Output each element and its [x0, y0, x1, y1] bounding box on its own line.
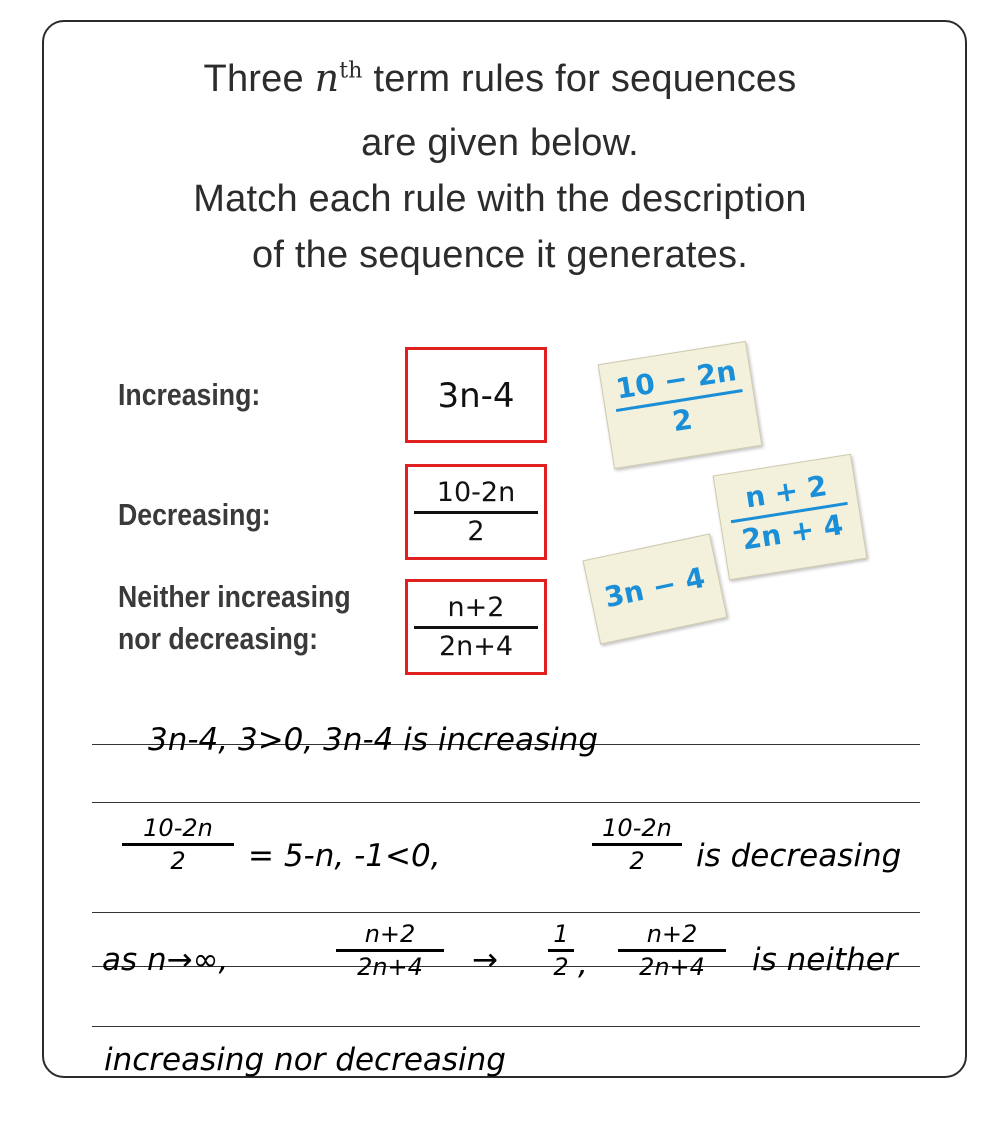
working-line3-pre: as n→∞,: [102, 942, 229, 978]
label-neither-line1: Neither increasing: [118, 579, 351, 614]
label-increasing: Increasing:: [118, 377, 261, 412]
answer-box-neither[interactable]: [405, 579, 547, 675]
question-line-4: of the sequence it generates.: [252, 234, 748, 276]
card-3n-minus-4[interactable]: 3n − 4: [582, 533, 727, 644]
answer-box-decreasing[interactable]: [405, 464, 547, 560]
answer-box-increasing[interactable]: [405, 347, 547, 443]
card-n-plus-2-over-2n-plus-4[interactable]: n + 2 2n + 4: [713, 454, 868, 581]
label-neither-line2: nor decreasing:: [118, 621, 319, 656]
ruled-line-3: [92, 912, 920, 913]
answer-neither: n+2 2n+4: [408, 592, 544, 663]
working-line3-half: 1 2: [548, 920, 574, 981]
question-line-1: Three $n^{th}$ term rules for sequences: [203, 56, 797, 100]
working-line2-mid: = 5-n, -1<0,: [248, 838, 441, 874]
working-line3-frac2: n+2 2n+4: [618, 920, 726, 981]
question-line-2: are given below.: [361, 122, 639, 164]
working-line2-tail: is decreasing: [696, 838, 902, 874]
working-line3-frac1: n+2 2n+4: [336, 920, 444, 981]
question-line-3: Match each rule with the description: [193, 178, 807, 220]
card-10-minus-2n-over-2[interactable]: 10 − 2n 2: [598, 341, 763, 469]
working-line3-comma: ,: [578, 946, 588, 982]
working-line3-tail: is neither: [752, 942, 898, 978]
working-line2-frac1: 10-2n 2: [122, 814, 234, 875]
answer-increasing: 3n-4: [437, 376, 515, 416]
working-line2-frac2: 10-2n 2: [592, 814, 682, 875]
ruled-line-5: [92, 1026, 920, 1027]
ruled-line-2: [92, 802, 920, 803]
working-line3-arrow: →: [472, 942, 498, 978]
working-line-4: increasing nor decreasing: [104, 1042, 506, 1078]
label-decreasing: Decreasing:: [118, 497, 271, 532]
working-line-1: 3n-4, 3>0, 3n-4 is increasing: [148, 722, 599, 758]
answer-decreasing: 10-2n 2: [408, 477, 544, 548]
